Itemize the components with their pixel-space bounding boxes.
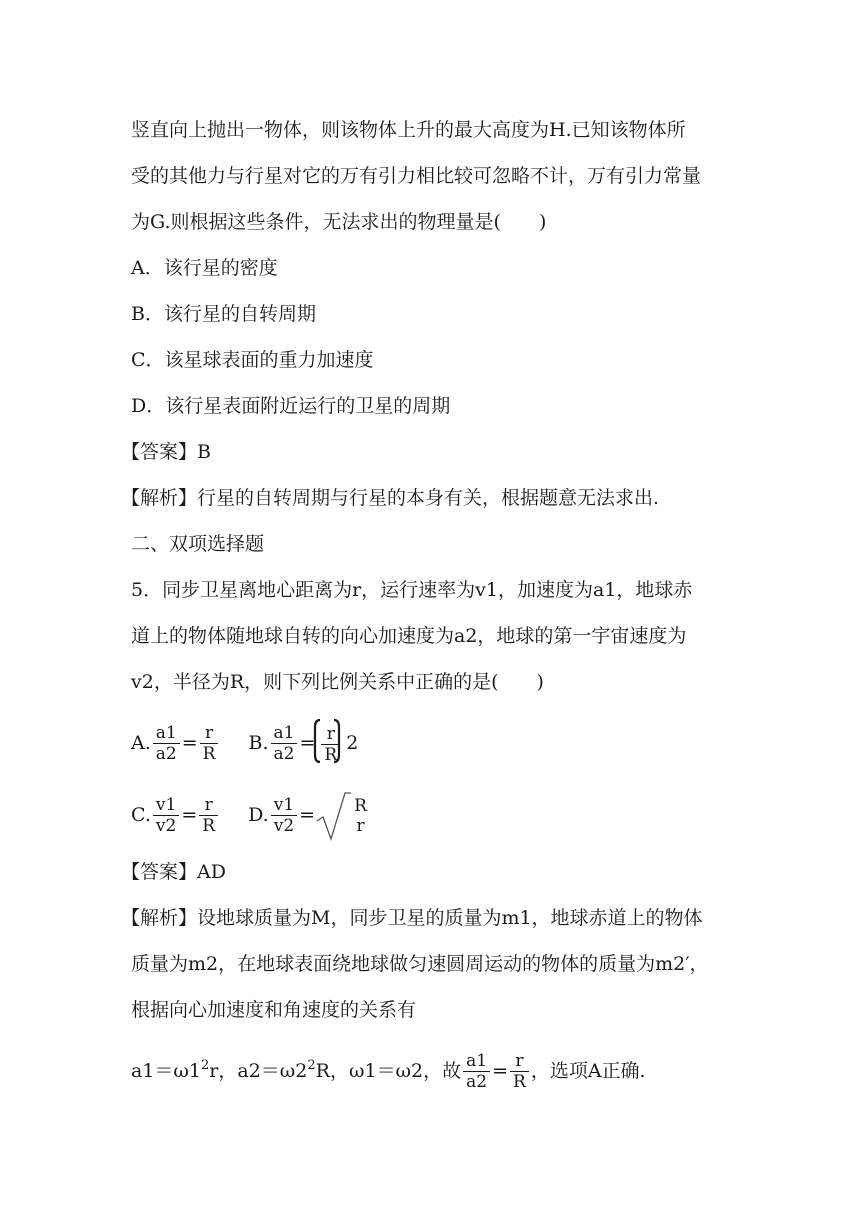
fraction-denominator: r (356, 816, 365, 836)
option-d-square-root (315, 793, 372, 837)
question-5-analysis-line-2: 质量为m2，在地球表面绕地球做匀速圆周运动的物体的质量为m2′， (131, 953, 709, 975)
sqrt-fraction (351, 796, 370, 836)
sqrt-icon (315, 789, 351, 841)
fraction-denominator: v2 (273, 815, 295, 836)
question-4-text-line-2: 受的其他力与行星对它的万有引力相比较可忽略不计，万有引力常量 (131, 165, 702, 187)
question-5-analysis-line-1: 【解析】设地球质量为M，同步卫星的质量为m1，地球赤道上的物体 (121, 907, 703, 929)
fraction-numerator: r (200, 723, 219, 744)
question-4-option-d: D．该行星表面附近运行的卫星的周期 (131, 395, 451, 417)
question-4-option-c: C．该星球表面的重力加速度 (131, 349, 374, 371)
question-4-analysis: 【解析】行星的自转周期与行星的本身有关，根据题意无法求出. (121, 487, 660, 509)
formula-superscript: 2 (201, 1058, 210, 1073)
fraction-numerator: r (321, 724, 340, 745)
formula-superscript: 2 (307, 1058, 316, 1073)
option-c-left-fraction (153, 795, 179, 836)
option-a-left-fraction (153, 723, 180, 764)
question-4-answer: 【答案】B (121, 441, 211, 463)
question-4-option-b: B．该行星的自转周期 (131, 303, 316, 325)
formula-part: r，a2＝ω2 (209, 1060, 308, 1083)
equals-sign: = (181, 732, 198, 754)
fraction-denominator: a2 (155, 743, 177, 764)
fraction-denominator: R (513, 1071, 526, 1092)
option-b-left-fraction (271, 723, 298, 764)
question-4-option-a: A．该行星的密度 (131, 257, 278, 279)
fraction-denominator: R (202, 743, 216, 764)
formula-right-fraction (510, 1051, 529, 1092)
equals-sign: = (181, 804, 198, 826)
question-5-text-line-3: v2，半径为R，则下列比例关系中正确的是( ) (131, 671, 544, 693)
question-4-text-line-1: 竖直向上抛出一物体，则该物体上升的最大高度为H.已知该物体所 (131, 119, 686, 141)
option-a-label: A. (131, 732, 151, 754)
equals-sign: = (299, 804, 316, 826)
fraction-numerator: a1 (463, 1051, 490, 1072)
option-a-right-fraction (200, 723, 219, 764)
fraction-numerator: R (354, 796, 367, 816)
question-5-answer: 【答案】AD (121, 861, 226, 883)
equals-sign: = (492, 1060, 509, 1083)
formula-part: a1＝ω1 (131, 1060, 201, 1083)
fraction-numerator: r (510, 1051, 529, 1072)
option-b-bracketed-fraction (315, 721, 346, 765)
question-5-analysis-line-3: 根据向心加速度和角速度的关系有 (131, 999, 417, 1021)
fraction-denominator: v2 (155, 815, 177, 836)
fraction-numerator: v1 (271, 795, 297, 816)
fraction-numerator: r (199, 795, 218, 816)
fraction-numerator: v1 (153, 795, 179, 816)
option-c-label: C. (131, 804, 151, 826)
question-4-text-line-3: 为G.则根据这些条件，无法求出的物理量是( ) (131, 211, 547, 233)
question-5-options-ab (131, 720, 358, 765)
option-c-right-fraction (199, 795, 218, 836)
fraction-numerator: a1 (153, 723, 180, 744)
exponent: 2 (346, 732, 359, 754)
formula-part: R，ω1＝ω2，故 (315, 1060, 462, 1083)
option-d-left-fraction (271, 795, 297, 836)
question-5-formula (131, 1044, 646, 1093)
fraction-denominator: R (202, 815, 216, 836)
fraction-numerator: a1 (271, 723, 298, 744)
question-5-options-cd (131, 792, 372, 837)
formula-tail: ，选项A正确. (530, 1060, 646, 1083)
option-b-label: B. (248, 732, 269, 754)
fraction-denominator: a2 (273, 743, 295, 764)
question-5-text-line-1: 5．同步卫星离地心距离为r，运行速率为v1，加速度为a1，地球赤 (131, 579, 693, 601)
option-d-label: D. (248, 804, 269, 826)
equals-sign: = (299, 732, 316, 754)
question-5-text-line-2: 道上的物体随地球自转的向心加速度为a2，地球的第一宇宙速度为 (131, 625, 687, 647)
bracket-icon (313, 717, 341, 765)
fraction-denominator: a2 (466, 1071, 488, 1092)
fraction-denominator: R (324, 744, 338, 765)
section-heading: 二、双项选择题 (131, 533, 265, 555)
formula-left-fraction (463, 1051, 490, 1092)
